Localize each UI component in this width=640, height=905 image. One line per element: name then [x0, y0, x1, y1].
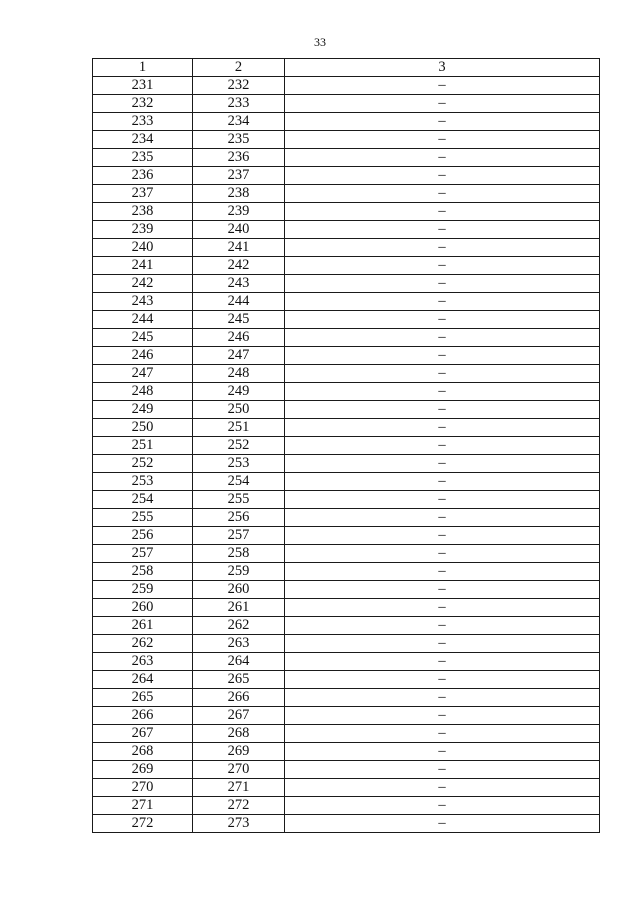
table-row	[93, 419, 600, 437]
table-cell-col2: 232	[193, 77, 285, 95]
table-cell-col3: –	[285, 797, 600, 815]
table-cell-col3: –	[285, 167, 600, 185]
table-cell-col2: 269	[193, 743, 285, 761]
table-row	[93, 509, 600, 527]
table-cell-col1: 238	[93, 203, 193, 221]
table-row	[93, 77, 600, 95]
column-header-3: 3	[285, 59, 600, 77]
table-cell-col2: 259	[193, 563, 285, 581]
table-cell-col1: 239	[93, 221, 193, 239]
column-header-1: 1	[93, 59, 193, 77]
table-cell-col2: 260	[193, 581, 285, 599]
table-cell-col1: 256	[93, 527, 193, 545]
table-cell-col3: –	[285, 581, 600, 599]
table-cell-col3: –	[285, 509, 600, 527]
table-cell-col1: 267	[93, 725, 193, 743]
table-cell-col2: 233	[193, 95, 285, 113]
table-row	[93, 761, 600, 779]
table-cell-col2: 245	[193, 311, 285, 329]
table-cell-col1: 257	[93, 545, 193, 563]
table-row	[93, 113, 600, 131]
table-cell-col1: 232	[93, 95, 193, 113]
table-cell-col3: –	[285, 257, 600, 275]
table-row	[93, 815, 600, 833]
table-cell-col2: 253	[193, 455, 285, 473]
table-cell-col3: –	[285, 761, 600, 779]
table-cell-col1: 255	[93, 509, 193, 527]
table-cell-col1: 269	[93, 761, 193, 779]
table-cell-col3: –	[285, 221, 600, 239]
table-cell-col2: 265	[193, 671, 285, 689]
table-row	[93, 797, 600, 815]
table-cell-col1: 235	[93, 149, 193, 167]
table-cell-col2: 240	[193, 221, 285, 239]
table-cell-col3: –	[285, 131, 600, 149]
table-row	[93, 743, 600, 761]
table-row	[93, 527, 600, 545]
table-row	[93, 689, 600, 707]
table-cell-col1: 236	[93, 167, 193, 185]
table-cell-col3: –	[285, 401, 600, 419]
table-cell-col1: 272	[93, 815, 193, 833]
table-cell-col1: 260	[93, 599, 193, 617]
table-cell-col2: 255	[193, 491, 285, 509]
table-cell-col2: 246	[193, 329, 285, 347]
table-cell-col1: 246	[93, 347, 193, 365]
table-body	[93, 77, 600, 833]
table-cell-col2: 262	[193, 617, 285, 635]
table-cell-col2: 266	[193, 689, 285, 707]
table-cell-col1: 243	[93, 293, 193, 311]
table-cell-col3: –	[285, 239, 600, 257]
table-cell-col3: –	[285, 365, 600, 383]
table-cell-col3: –	[285, 635, 600, 653]
table-cell-col2: 272	[193, 797, 285, 815]
table-row	[93, 131, 600, 149]
table-cell-col2: 271	[193, 779, 285, 797]
table-header-row	[93, 59, 600, 77]
table-row	[93, 779, 600, 797]
table-row	[93, 167, 600, 185]
table-cell-col1: 247	[93, 365, 193, 383]
table-cell-col3: –	[285, 185, 600, 203]
table-row	[93, 455, 600, 473]
table-cell-col1: 259	[93, 581, 193, 599]
table-cell-col2: 235	[193, 131, 285, 149]
table-cell-col3: –	[285, 653, 600, 671]
table-row	[93, 383, 600, 401]
table-cell-col3: –	[285, 563, 600, 581]
table-cell-col2: 244	[193, 293, 285, 311]
table-cell-col3: –	[285, 779, 600, 797]
table-row	[93, 257, 600, 275]
table-cell-col3: –	[285, 491, 600, 509]
table-cell-col1: 252	[93, 455, 193, 473]
table-cell-col1: 234	[93, 131, 193, 149]
table-cell-col1: 271	[93, 797, 193, 815]
table-cell-col3: –	[285, 689, 600, 707]
table-cell-col3: –	[285, 527, 600, 545]
table-cell-col1: 265	[93, 689, 193, 707]
table-cell-col3: –	[285, 77, 600, 95]
table-cell-col2: 270	[193, 761, 285, 779]
table-row	[93, 365, 600, 383]
table-row	[93, 599, 600, 617]
table-cell-col1: 263	[93, 653, 193, 671]
table-cell-col3: –	[285, 545, 600, 563]
table-cell-col3: –	[285, 671, 600, 689]
table-cell-col3: –	[285, 599, 600, 617]
table-cell-col2: 242	[193, 257, 285, 275]
column-header-2: 2	[193, 59, 285, 77]
table-row	[93, 221, 600, 239]
table-cell-col3: –	[285, 113, 600, 131]
table-cell-col2: 250	[193, 401, 285, 419]
table-row	[93, 563, 600, 581]
table-row	[93, 491, 600, 509]
table-row	[93, 671, 600, 689]
table-row	[93, 653, 600, 671]
table-row	[93, 473, 600, 491]
table-cell-col1: 261	[93, 617, 193, 635]
table-cell-col2: 264	[193, 653, 285, 671]
data-table	[92, 58, 600, 833]
table-row	[93, 239, 600, 257]
table-row	[93, 203, 600, 221]
table-cell-col2: 239	[193, 203, 285, 221]
table-cell-col2: 254	[193, 473, 285, 491]
table-row	[93, 185, 600, 203]
table-cell-col3: –	[285, 743, 600, 761]
table-row	[93, 329, 600, 347]
table-cell-col2: 243	[193, 275, 285, 293]
table-row	[93, 437, 600, 455]
table-cell-col2: 248	[193, 365, 285, 383]
table-cell-col3: –	[285, 383, 600, 401]
table-cell-col1: 242	[93, 275, 193, 293]
table-row	[93, 545, 600, 563]
table-cell-col2: 256	[193, 509, 285, 527]
table-row	[93, 293, 600, 311]
table-row	[93, 311, 600, 329]
table-cell-col1: 251	[93, 437, 193, 455]
table-cell-col1: 262	[93, 635, 193, 653]
table-cell-col2: 241	[193, 239, 285, 257]
table-cell-col2: 257	[193, 527, 285, 545]
table-cell-col1: 237	[93, 185, 193, 203]
table-cell-col1: 233	[93, 113, 193, 131]
table-cell-col2: 261	[193, 599, 285, 617]
table-row	[93, 149, 600, 167]
table-cell-col3: –	[285, 473, 600, 491]
table-cell-col2: 273	[193, 815, 285, 833]
table-cell-col1: 244	[93, 311, 193, 329]
table-cell-col1: 253	[93, 473, 193, 491]
table-cell-col1: 254	[93, 491, 193, 509]
table-cell-col2: 251	[193, 419, 285, 437]
table-cell-col1: 245	[93, 329, 193, 347]
table-cell-col2: 268	[193, 725, 285, 743]
table-cell-col1: 249	[93, 401, 193, 419]
table-cell-col2: 258	[193, 545, 285, 563]
table-cell-col3: –	[285, 815, 600, 833]
table-cell-col3: –	[285, 707, 600, 725]
table-cell-col1: 258	[93, 563, 193, 581]
table-cell-col2: 249	[193, 383, 285, 401]
table-cell-col3: –	[285, 275, 600, 293]
table-cell-col2: 267	[193, 707, 285, 725]
table-cell-col3: –	[285, 437, 600, 455]
table-cell-col1: 231	[93, 77, 193, 95]
table-cell-col3: –	[285, 347, 600, 365]
table-cell-col3: –	[285, 617, 600, 635]
table-cell-col3: –	[285, 329, 600, 347]
table-cell-col3: –	[285, 203, 600, 221]
table-cell-col1: 266	[93, 707, 193, 725]
table-cell-col3: –	[285, 725, 600, 743]
table-row	[93, 401, 600, 419]
table-cell-col3: –	[285, 455, 600, 473]
table-cell-col2: 263	[193, 635, 285, 653]
table-cell-col1: 250	[93, 419, 193, 437]
table-row	[93, 95, 600, 113]
table-cell-col2: 247	[193, 347, 285, 365]
table-row	[93, 347, 600, 365]
table-row	[93, 725, 600, 743]
table-cell-col2: 234	[193, 113, 285, 131]
table-cell-col3: –	[285, 419, 600, 437]
table-cell-col2: 237	[193, 167, 285, 185]
table-row	[93, 617, 600, 635]
table-cell-col1: 240	[93, 239, 193, 257]
table-row	[93, 635, 600, 653]
table-cell-col2: 236	[193, 149, 285, 167]
table-row	[93, 275, 600, 293]
table-cell-col2: 252	[193, 437, 285, 455]
table-cell-col2: 238	[193, 185, 285, 203]
table-cell-col1: 241	[93, 257, 193, 275]
table-cell-col1: 264	[93, 671, 193, 689]
table-cell-col3: –	[285, 293, 600, 311]
table-cell-col3: –	[285, 149, 600, 167]
table-row	[93, 581, 600, 599]
table-cell-col1: 268	[93, 743, 193, 761]
page-number: 33	[314, 35, 326, 49]
table-cell-col1: 270	[93, 779, 193, 797]
table-cell-col1: 248	[93, 383, 193, 401]
table-cell-col3: –	[285, 95, 600, 113]
table-row	[93, 707, 600, 725]
table-cell-col3: –	[285, 311, 600, 329]
